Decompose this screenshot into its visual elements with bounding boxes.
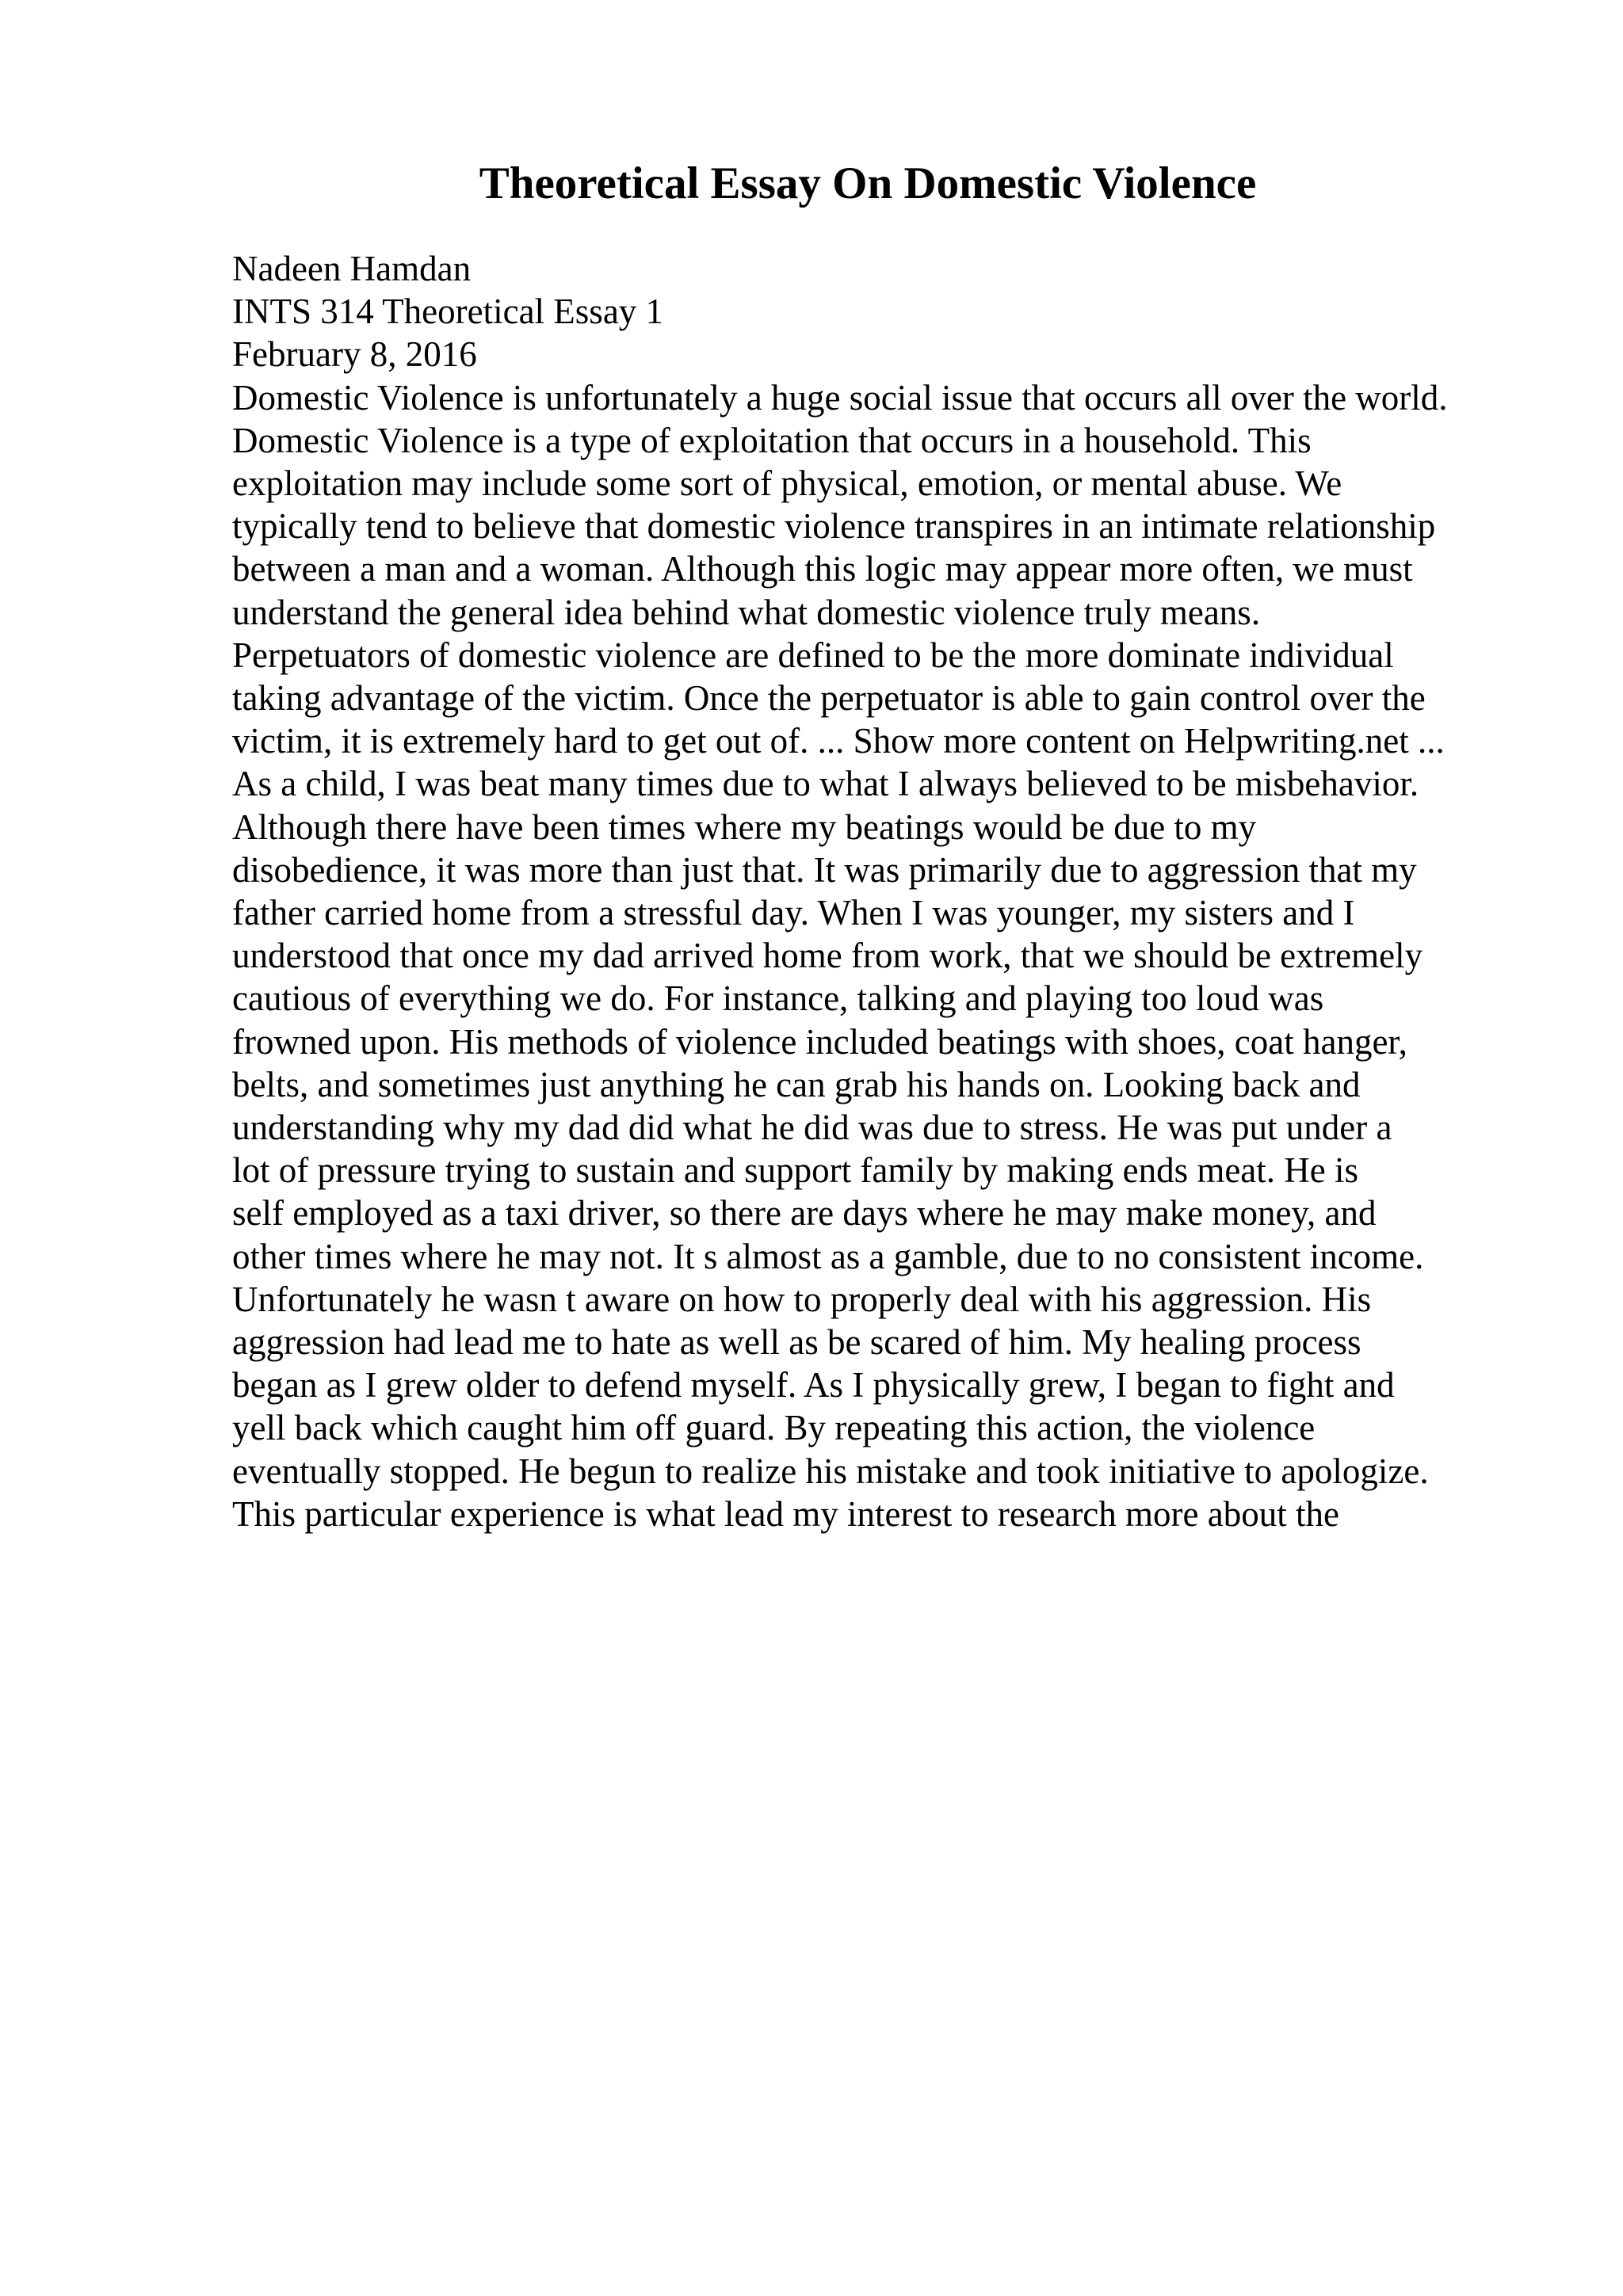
body-line: exploitation may include some sort of physical, emotion, or mental abuse. We <box>232 463 1342 504</box>
body-line: belts, and sometimes just anything he can grab his hands on. Looking back and <box>232 1064 1361 1104</box>
body-line: father carried home from a stressful day. When I was younger, my sisters and I <box>232 893 1355 933</box>
body-line: disobedience, it was more than just that. It was primarily due to aggression that my <box>232 849 1417 890</box>
body-line: Domestic Violence is unfortunately a huge social issue that occurs all over the world. <box>232 377 1448 418</box>
body-line: understand the general idea behind what domestic violence truly means. <box>232 592 1261 632</box>
body-line: Domestic Violence is a type of exploitation that occurs in a household. This <box>232 420 1312 460</box>
body-line: This particular experience is what lead my interest to research more about the <box>232 1493 1339 1534</box>
body-line: between a man and a woman. Although this logic may appear more often, we must <box>232 549 1413 589</box>
body-line: victim, it is extremely hard to get out of. ... Show more content on Helpwriting.net ... <box>232 721 1445 761</box>
body-line: understanding why my dad did what he did was due to stress. He was put under a <box>232 1108 1392 1148</box>
body-line: yell back which caught him off guard. By repeating this action, the violence <box>232 1408 1316 1448</box>
body-line: Perpetuators of domestic violence are defined to be the more dominate individual <box>232 635 1394 675</box>
author-name: Nadeen Hamdan <box>232 249 472 288</box>
body-line: understood that once my dad arrived home from work, that we should be extremely <box>232 936 1423 976</box>
body-line: typically tend to believe that domestic violence transpires in an intimate relationship <box>232 506 1436 547</box>
body-line: As a child, I was beat many times due to what I always believed to be misbehavior. <box>232 764 1419 804</box>
course-line: INTS 314 Theoretical Essay 1 <box>232 292 664 332</box>
body-line: taking advantage of the victim. Once the perpetuator is able to gain control over the <box>232 678 1426 719</box>
body-line: began as I grew older to defend myself. As I physically grew, I began to fight and <box>232 1365 1395 1405</box>
body-line: cautious of everything we do. For instance, talking and playing too loud was <box>232 978 1324 1019</box>
body-line: self employed as a taxi driver, so there are days where he may make money, and <box>232 1193 1377 1234</box>
date-line: February 8, 2016 <box>232 334 477 375</box>
body-line: Although there have been times where my beatings would be due to my <box>232 807 1257 847</box>
body-line: frowned upon. His methods of violence included beatings with shoes, coat hanger, <box>232 1021 1407 1062</box>
body-line: aggression had lead me to hate as well as be scared of him. My healing process <box>232 1322 1361 1363</box>
document-title: Theoretical Essay On Domestic Violence <box>479 158 1257 208</box>
body-line: Unfortunately he wasn t aware on how to properly deal with his aggression. His <box>232 1279 1372 1319</box>
body-line: other times where he may not. It s almost as a gamble, due to no consistent income. <box>232 1236 1424 1276</box>
body-line: eventually stopped. He begun to realize his mistake and took initiative to apologize. <box>232 1451 1429 1491</box>
body-line: lot of pressure trying to sustain and support family by making ends meat. He is <box>232 1150 1359 1191</box>
document-body <box>232 247 1595 1535</box>
